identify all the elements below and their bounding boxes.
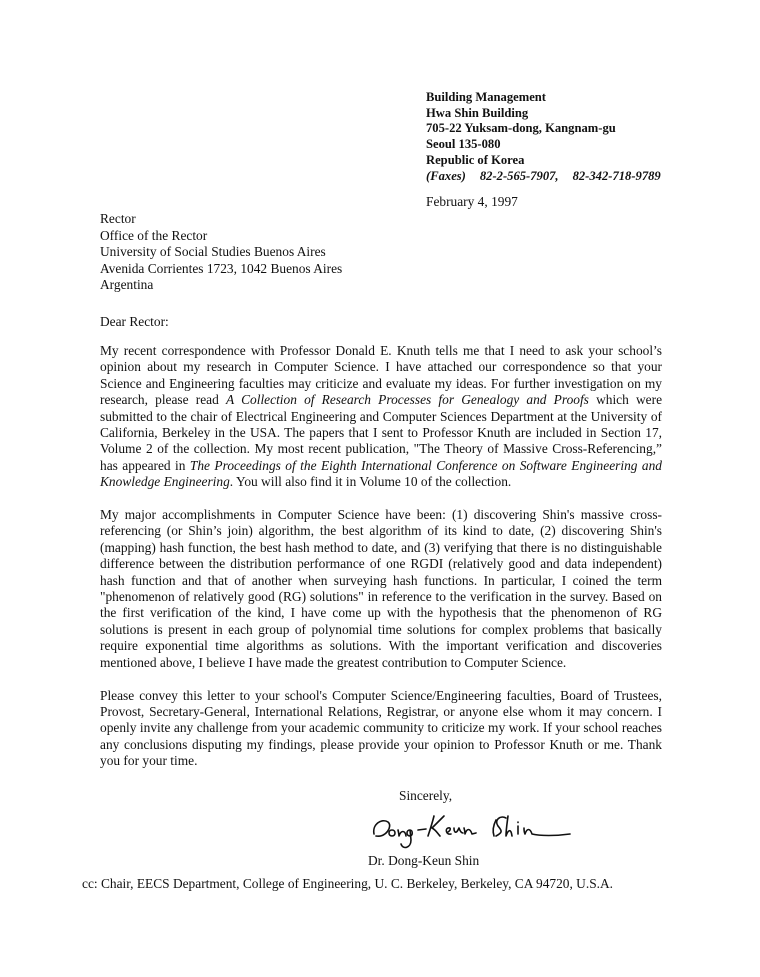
cc-line: cc: Chair, EECS Department, College of Engineering, U. C. Berkeley, Berkeley, CA 94720, U.S.A. (82, 876, 614, 891)
paragraph-text: . You will also find it in Volume 10 of the collection. (229, 474, 512, 490)
paragraph-accomplishments: My major accomplishments in Computer Science have been: (1) discovering Shin's massive cross-referencing (or Shin’s join) algorithm, the best algorithm of its kind to date, (2) discovering Shin's (mapping) hash function, the best hash method to date, and (3) verifying that there is no distinguishable difference between the distribution performance of one RGDI (relatively good and data independent) hash function and that of another when surveying hash functions. In particular, I coined the term "phenomenon of relatively good (RG) solutions" in reference to the verification in the survey. Based on the first verification of the kind, I have come up with the hypothesis that the phenomenon of RG solutions is present in each group of polynomial time solutions for complex problems that basically require exponential time algorithms as solutions. With the important verification and discoveries mentioned above, I believe I have made the greatest contribution to Computer Science. (100, 507, 662, 670)
recipient-line: Argentina (100, 277, 154, 292)
letterhead-line: Hwa Shin Building (426, 105, 529, 120)
salutation: Dear Rector: (100, 314, 169, 329)
paragraph-text: which were submitted to the chair of Electrical Engineering and Computer Sciences Department at the University of California, Berkeley in the USA. The papers that I sent to Professor Knuth are included in Section 17, Volume 2 of the collection. My most recent publication, "The Theory of Massive Cross-Referencing,” has appeared in (100, 392, 663, 473)
paragraph-text: My recent correspondence with Professor Donald E. Knuth tells me that I need to ask your school’s opinion about my research in Computer Science. I have attached our correspondence so that your Science and Engineering faculties may criticize and evaluate my ideas. For further investigation on my research, please read (100, 343, 662, 408)
paragraph-request: Please convey this letter to your school's Computer Science/Engineering faculties, Board of Trustees, Provost, Secretary-General, International Relations, Registrar, or anyone else whom it may concern. I openly invite any challenge from your academic community to criticize my work. If your school reaches any conclusions disputing my findings, please provide your opinion to Professor Knuth or me. Thank you for your time. (100, 687, 662, 769)
fax-number: 82-342-718-9789 (572, 168, 661, 183)
handwritten-signature (368, 806, 583, 854)
book-title: A Collection of Research Processes for Genealogy and Proofs (226, 392, 589, 408)
fax-label: (Faxes) (426, 168, 466, 183)
letterhead-line: Building Management (426, 90, 547, 104)
recipient-address (100, 211, 342, 294)
recipient-line: Avenida Corrientes 1723, 1042 Buenos Aires (100, 260, 343, 276)
recipient-line: Rector (100, 211, 136, 226)
closing: Sincerely, (399, 788, 453, 803)
fax-numbers (426, 169, 675, 185)
letter-body (100, 343, 662, 786)
proceedings-title: The Proceedings of the Eighth International Conference on Software Engineering and Knowledge Engineering (100, 457, 662, 490)
letterhead (426, 90, 675, 184)
letterhead-line: 705-22 Yuksam-dong, Kangnam-gu (426, 121, 616, 136)
paragraph-research (100, 343, 662, 491)
letter-date: February 4, 1997 (426, 194, 518, 209)
letterhead-line: Seoul 135-080 (426, 137, 501, 152)
recipient-line: Office of the Rector (100, 227, 208, 243)
signer-name: Dr. Dong-Keun Shin (368, 853, 480, 868)
fax-number: 82-2-565-7907, (479, 168, 559, 183)
letterhead-line: Republic of Korea (426, 152, 525, 167)
recipient-line: University of Social Studies Buenos Aires (100, 244, 326, 259)
